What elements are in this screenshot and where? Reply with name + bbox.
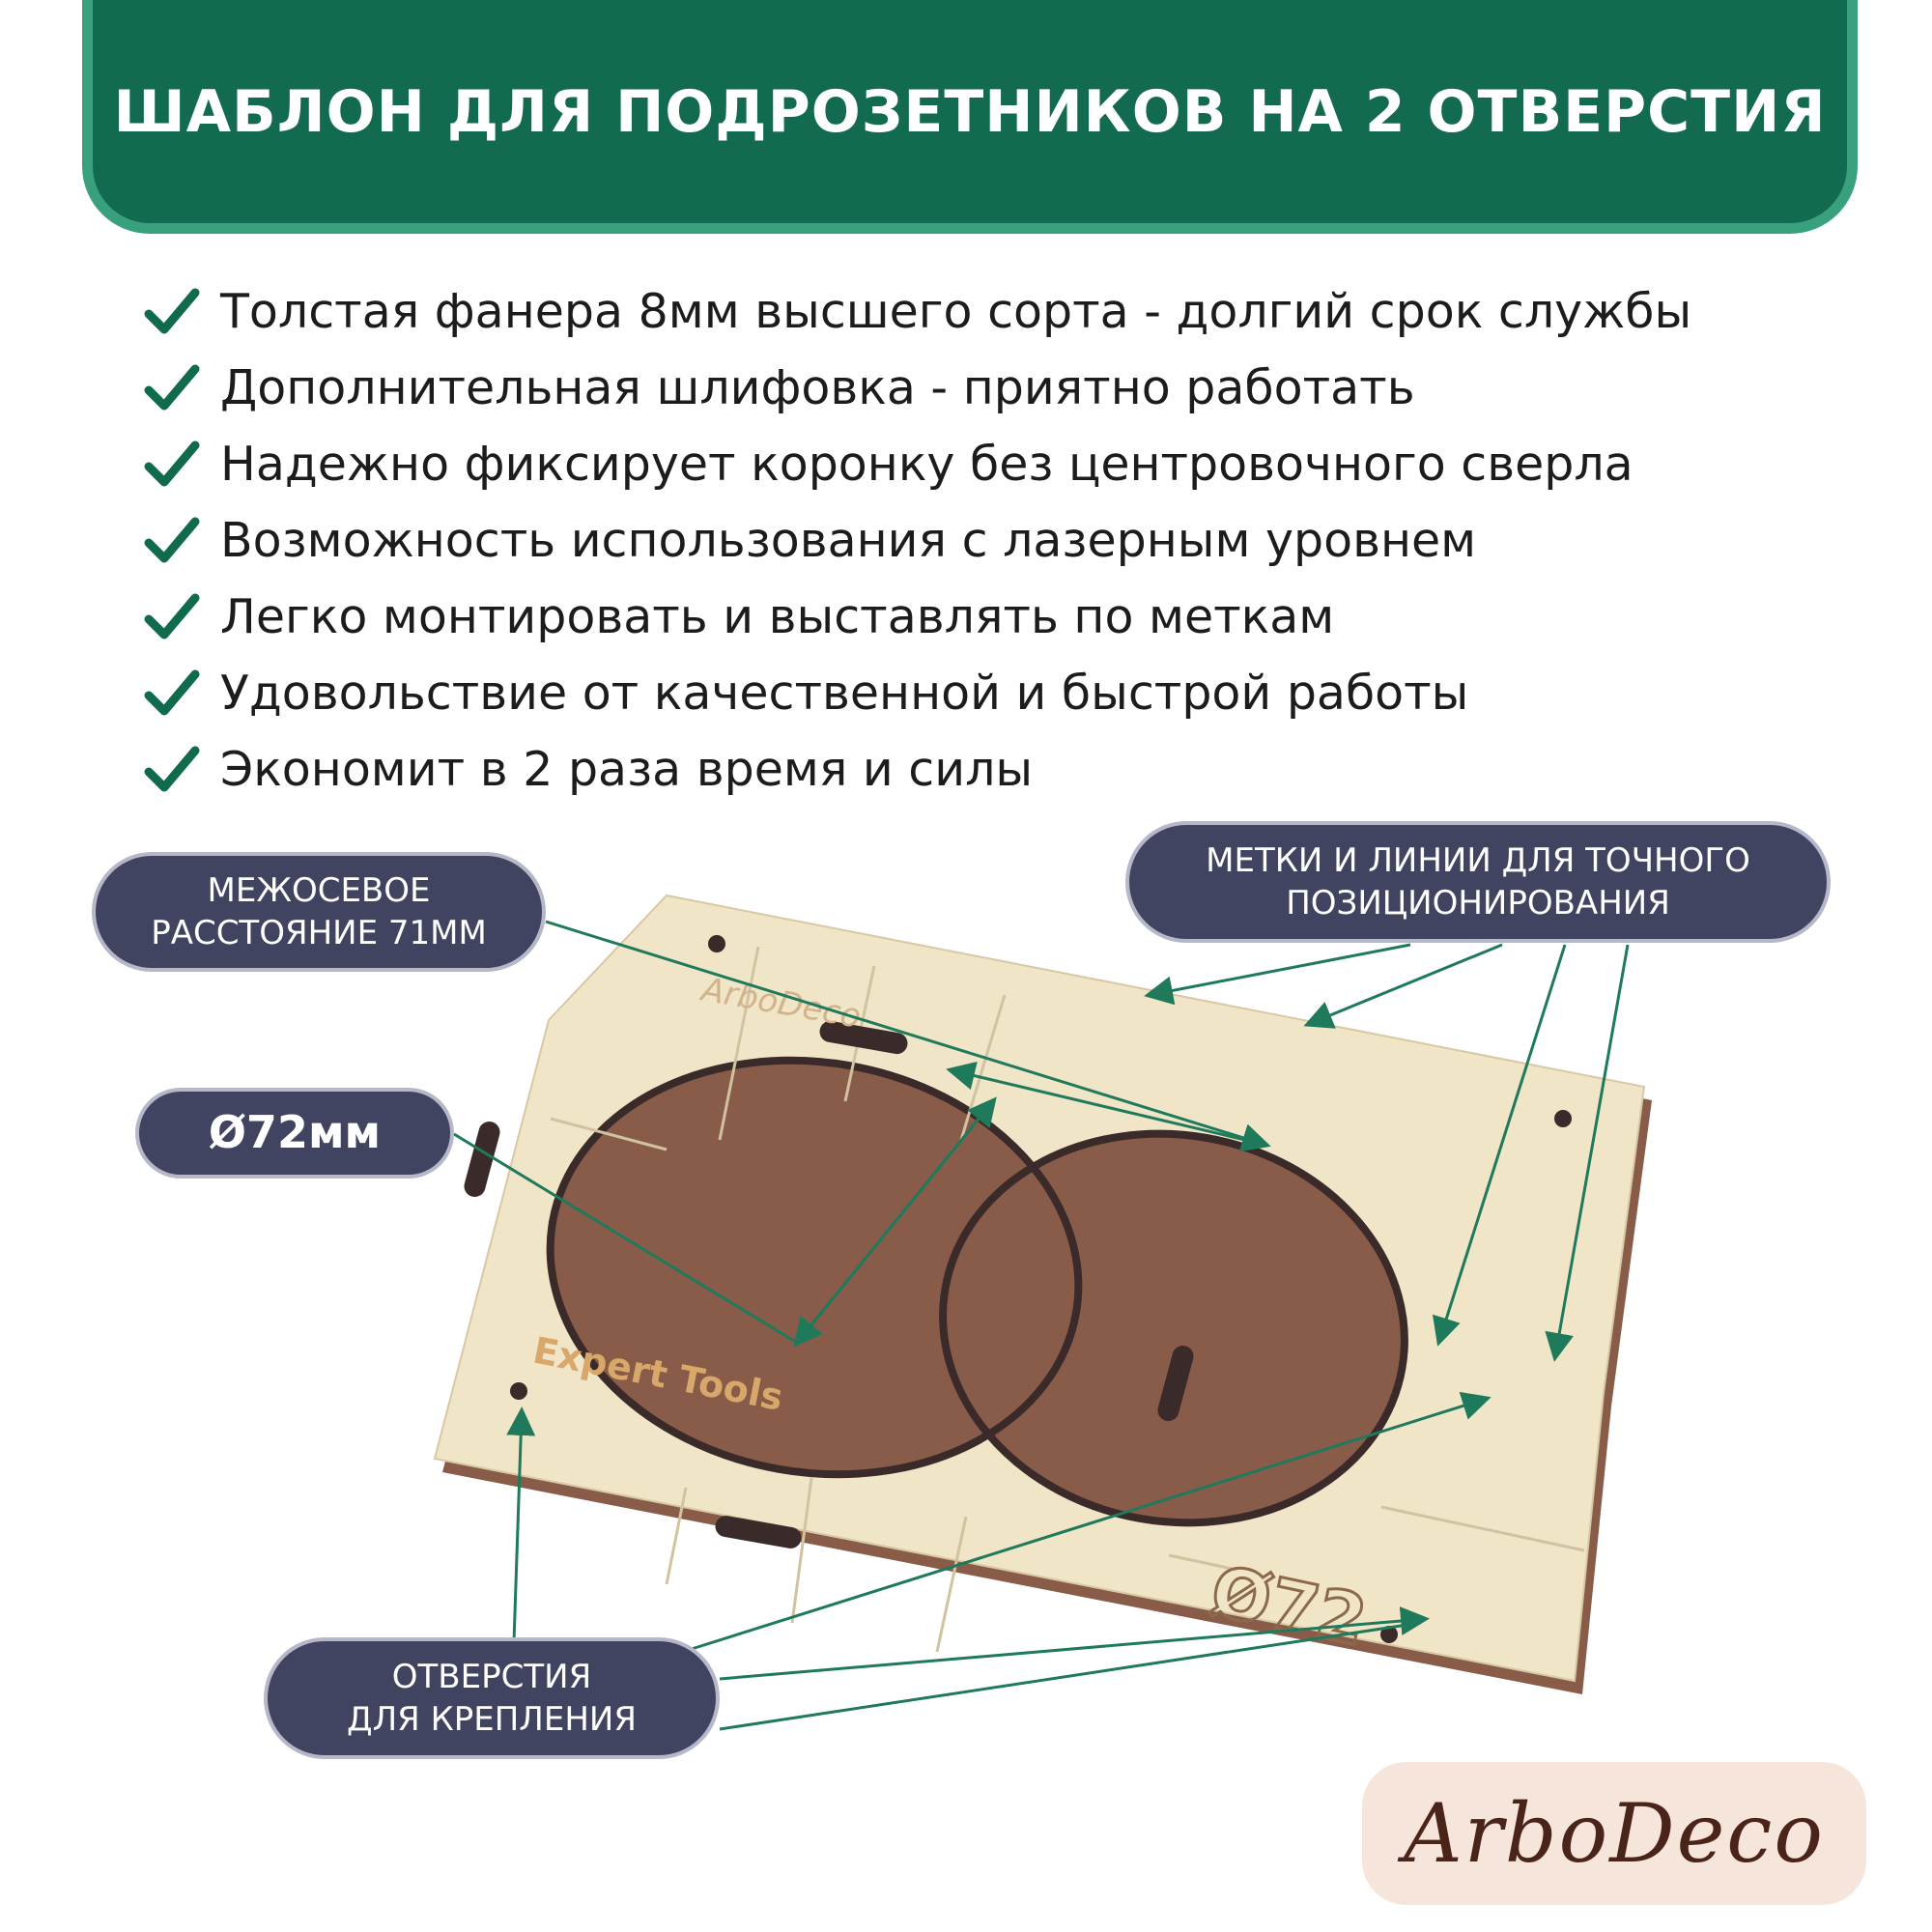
callout-line: РАССТОЯНИЕ 71ММ xyxy=(151,914,487,952)
callout-line: ОТВЕРСТИЯ xyxy=(391,1657,592,1696)
checkmark-icon xyxy=(143,665,201,723)
checkmark-icon xyxy=(143,588,201,646)
feature-text: Удовольствие от качественной и быстрой работы xyxy=(220,666,1469,721)
callout-line: ДЛЯ КРЕПЛЕНИЯ xyxy=(347,1700,637,1739)
list-item xyxy=(143,579,1691,655)
checkmark-icon xyxy=(143,436,201,494)
callout-diameter xyxy=(135,1088,454,1179)
feature-list xyxy=(143,273,1691,808)
logo-text: ArboDeco xyxy=(1404,1786,1825,1881)
list-item xyxy=(143,502,1691,579)
callout-marks xyxy=(1125,821,1831,943)
checkmark-icon xyxy=(143,359,201,417)
page-title: ШАБЛОН ДЛЯ ПОДРОЗЕТНИКОВ НА 2 ОТВЕРСТИЯ xyxy=(113,77,1827,146)
plywood-board xyxy=(435,895,1644,1681)
callout-line: ПОЗИЦИОНИРОВАНИЯ xyxy=(1286,884,1670,923)
feature-text: Толстая фанера 8мм высшего сорта - долгий срок службы xyxy=(220,284,1692,339)
list-item xyxy=(143,426,1691,502)
callout-line: Ø72мм xyxy=(208,1106,382,1159)
feature-text: Возможность использования с лазерным уровнем xyxy=(220,513,1477,568)
list-item xyxy=(143,273,1691,350)
callout-line: МЕТКИ И ЛИНИИ ДЛЯ ТОЧНОГО xyxy=(1206,840,1750,880)
engraving-size: Ø72 xyxy=(1204,1549,1374,1662)
list-item xyxy=(143,731,1691,808)
checkmark-icon xyxy=(143,283,201,341)
callout-axis-distance xyxy=(92,852,546,972)
feature-text: Легко монтировать и выставлять по меткам xyxy=(220,589,1335,644)
feature-text: Экономит в 2 раза время и силы xyxy=(220,742,1034,797)
brand-logo xyxy=(1362,1762,1866,1905)
feature-text: Надежно фиксирует коронку без центровочного сверла xyxy=(220,437,1634,492)
engraving-series: Expert Tools xyxy=(529,1328,787,1419)
product-image xyxy=(406,850,1662,1719)
engraving-brand: ArboDeco xyxy=(698,970,865,1037)
list-item xyxy=(143,350,1691,426)
header-banner xyxy=(82,0,1858,234)
checkmark-icon xyxy=(143,512,201,570)
list-item xyxy=(143,655,1691,731)
feature-text: Дополнительная шлифовка - приятно работать xyxy=(220,360,1415,415)
callout-line: МЕЖОСЕВОЕ xyxy=(207,870,431,910)
callout-mount-holes xyxy=(264,1637,720,1759)
checkmark-icon xyxy=(143,741,201,799)
